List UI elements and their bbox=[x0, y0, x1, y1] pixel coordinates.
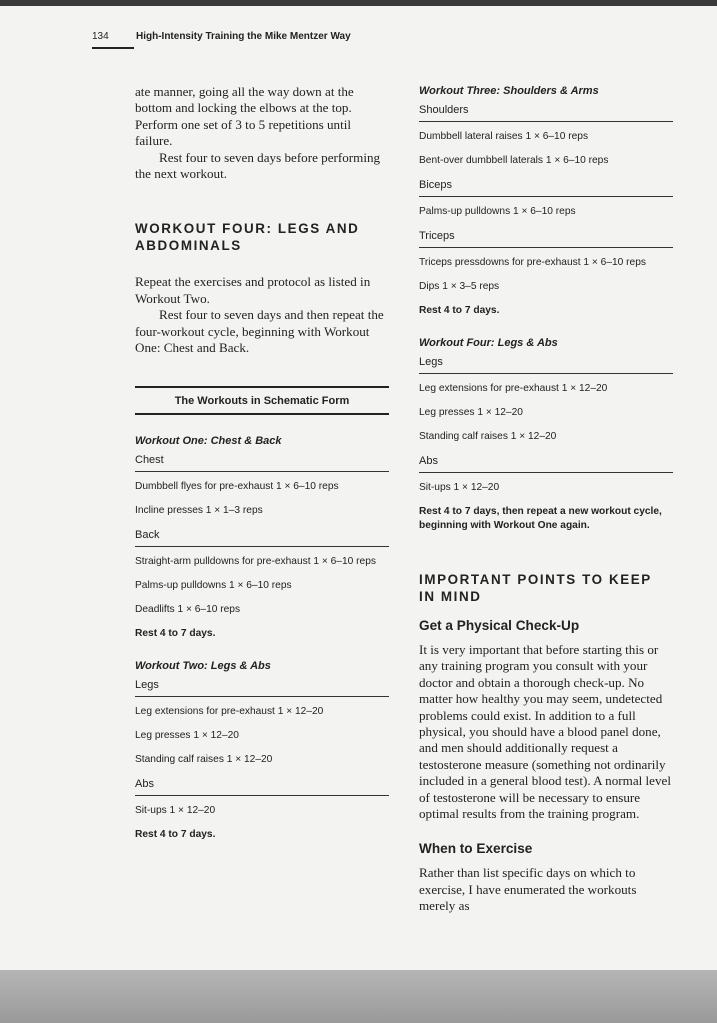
exercise-item: Leg presses 1 × 12–20 bbox=[135, 730, 239, 742]
muscle-group-heading: Abs bbox=[419, 454, 673, 473]
page-number: 134 bbox=[92, 31, 109, 42]
workout-title: Workout Four: Legs & Abs bbox=[419, 337, 558, 349]
right-column bbox=[419, 84, 673, 915]
workout-title: Workout Three: Shoulders & Arms bbox=[419, 85, 599, 97]
muscle-group-heading: Legs bbox=[135, 678, 389, 697]
muscle-group-heading: Triceps bbox=[419, 229, 673, 248]
rest-note: Rest 4 to 7 days. bbox=[419, 305, 500, 316]
scan-top-edge bbox=[0, 0, 717, 6]
workout-four bbox=[419, 336, 673, 533]
muscle-group-heading: Abs bbox=[135, 777, 389, 796]
exercise-item: Incline presses 1 × 1–3 reps bbox=[135, 505, 263, 517]
exercise-item: Bent-over dumbbell laterals 1 × 6–10 reps bbox=[419, 155, 609, 166]
exercise-item: Leg presses 1 × 12–20 bbox=[419, 407, 523, 418]
exercise-item: Sit-ups 1 × 12–20 bbox=[135, 805, 216, 817]
workout-title: Workout Two: Legs & Abs bbox=[135, 660, 271, 673]
muscle-group-heading: Chest bbox=[135, 453, 389, 472]
rest-note: Rest 4 to 7 days. bbox=[135, 829, 216, 841]
exercise-item: Straight-arm pulldowns for pre-exhaust 1 × 6–10 reps bbox=[135, 556, 376, 568]
exercise-item: Leg extensions for pre-exhaust 1 × 12–20 bbox=[135, 706, 324, 718]
muscle-group-heading: Back bbox=[135, 528, 389, 547]
exercise-item: Dips 1 × 3–5 reps bbox=[419, 281, 500, 292]
paragraph: It is very important that before starting this or any training program you consult with your doctor and obtain a thorough check-up. No matter how healthy you may seem, undetected problems could exist. In addition to a full physical, you should have a blood panel done, and men should additionally request a testosterone measure (something not ordinarily included in a general blood test). A normal level of testosterone will be necessary to ensure optimal results from the training program. bbox=[419, 642, 671, 822]
subsection-heading: When to Exercise bbox=[419, 841, 533, 857]
exercise-item: Dumbbell flyes for pre-exhaust 1 × 6–10 reps bbox=[135, 481, 339, 493]
section-heading: WORKOUT FOUR: LEGS AND ABDOMINALS bbox=[135, 221, 360, 254]
paragraph: ate manner, going all the way down at the bottom and locking the elbows at the top. Perform one set of 3 to 5 repetitions until failure. bbox=[135, 84, 354, 149]
scan-bottom-edge bbox=[0, 970, 717, 1023]
left-column bbox=[135, 84, 389, 842]
exercise-item: Palms-up pulldowns 1 × 6–10 reps bbox=[419, 206, 576, 217]
exercise-item: Standing calf raises 1 × 12–20 bbox=[135, 754, 273, 766]
muscle-group-heading: Shoulders bbox=[419, 103, 673, 122]
workout-three bbox=[419, 84, 673, 318]
workout-one bbox=[135, 434, 389, 641]
rest-note: Rest 4 to 7 days. bbox=[135, 628, 216, 640]
section-heading: IMPORTANT POINTS TO KEEP IN MIND bbox=[419, 572, 652, 604]
exercise-item: Leg extensions for pre-exhaust 1 × 12–20 bbox=[419, 383, 608, 394]
exercise-item: Dumbbell lateral raises 1 × 6–10 reps bbox=[419, 131, 589, 142]
header-rule bbox=[92, 47, 134, 49]
muscle-group-heading: Legs bbox=[419, 355, 673, 374]
schematic-box-title: The Workouts in Schematic Form bbox=[135, 386, 389, 415]
muscle-group-heading: Biceps bbox=[419, 178, 673, 197]
paragraph: Rather than list specific days on which to exercise, I have enumerated the workouts merely as bbox=[419, 865, 637, 914]
running-title: High-Intensity Training the Mike Mentzer Way bbox=[136, 31, 351, 42]
running-head bbox=[92, 26, 692, 46]
workout-two bbox=[135, 659, 389, 842]
exercise-item: Triceps pressdowns for pre-exhaust 1 × 6–10 reps bbox=[419, 257, 646, 268]
exercise-item: Deadlifts 1 × 6–10 reps bbox=[135, 604, 241, 616]
paragraph: Rest four to seven days before performing the next workout. bbox=[135, 149, 381, 182]
exercise-item: Sit-ups 1 × 12–20 bbox=[419, 482, 500, 493]
workout-title: Workout One: Chest & Back bbox=[135, 435, 282, 448]
paragraph: Repeat the exercises and protocol as listed in Workout Two. bbox=[135, 274, 371, 306]
paragraph: Rest four to seven days and then repeat the four-workout cycle, beginning with Workout One: Chest and Back. bbox=[135, 307, 384, 356]
exercise-item: Palms-up pulldowns 1 × 6–10 reps bbox=[135, 580, 292, 592]
exercise-item: Standing calf raises 1 × 12–20 bbox=[419, 431, 557, 442]
subsection-heading: Get a Physical Check-Up bbox=[419, 618, 580, 633]
rest-note: Rest 4 to 7 days, then repeat a new workout cycle, beginning with Workout One again. bbox=[419, 506, 662, 531]
